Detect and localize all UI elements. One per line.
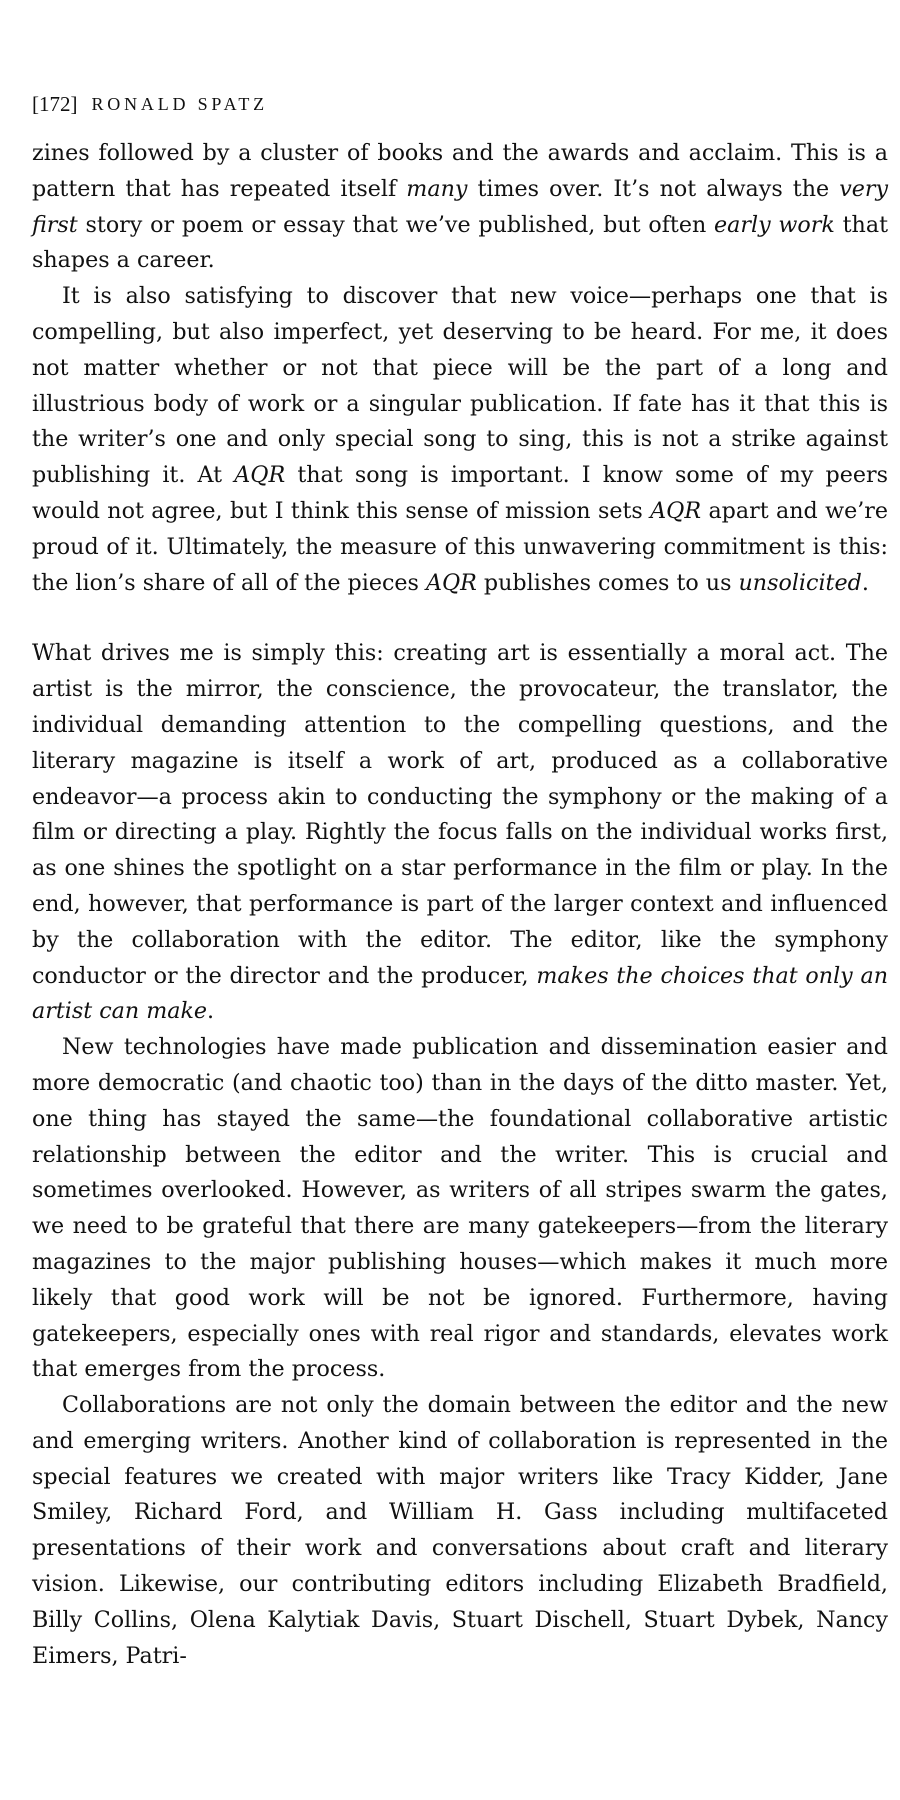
paragraph-3 (32, 636, 888, 1030)
text-run: publishes comes to us (476, 569, 739, 596)
running-head-author: RONALD SPATZ (91, 94, 268, 114)
text-run: story or poem or essay that we’ve published, but often (77, 211, 715, 238)
italic-run: many (406, 175, 468, 202)
paragraph-2 (32, 279, 888, 601)
italic-run: unsolicited (738, 569, 862, 596)
text-run: New technologies have made publication and dissemination easier and more democratic (and chaotic too) than in the days of the ditto master. Yet, one thing has stayed the same—the foundational collaborative artistic relationship between the editor and the writer. This is crucial and sometimes overlooked. However, as writers of all stripes swarm the gates, we need to be grateful that there are many gatekeepers—from the literary magazines to the major publishing houses—which makes it much more likely that good work will be not be ignored. Furthermore, having gatekeepers, especially ones with real rigor and standards, elevates work that emerges from the process. (32, 1034, 888, 1383)
paragraph-4 (32, 1030, 888, 1388)
running-header (32, 92, 888, 136)
page-number: [172] (32, 92, 78, 116)
text-run: It is also satisfying to discover that new voice—perhaps one that is compelling, but also imperfect, yet deserving to be heard. For me, it does not matter whether or not that piece will be the part of a long and illustrious body of work or a singular publication. If fate has it that this is the writer’s one and only special song to sing, this is not a strike against publishing it. At (32, 283, 888, 489)
text-run: zines followed by a cluster of books and the awards and acclaim. This is a pattern that has repeated itself (32, 140, 888, 202)
text-run: times over. It’s not always the (467, 175, 840, 202)
italic-run: makes the choices that only an artist can make (32, 962, 888, 1025)
italic-run: very first (32, 175, 888, 238)
paragraph-1 (32, 136, 888, 279)
text-run: that shapes a career. (32, 211, 888, 274)
italic-run: early work (714, 211, 835, 238)
paragraph-5 (32, 1388, 888, 1674)
text-run: . (861, 569, 869, 596)
section-break (32, 601, 888, 636)
text-run: apart and we’re proud of it. Ultimately, the measure of this unwavering commitment is this: the lion’s share of all of the pieces (32, 497, 888, 596)
text-run: . (207, 998, 215, 1025)
text-run: Collaborations are not only the domain between the editor and the new and emerging writers. Another kind of collaboration is represented in the special features we created with major writers like Tracy Kidder, Jane Smiley, Richard Ford, and William H. Gass including multifaceted presentations of their work and conversations about craft and literary vision. Likewise, our contributing editors including Elizabeth Bradfield, Billy Collins, Olena Kalytiak Davis, Stuart Dischell, Stuart Dybek, Nancy Eimers, Patri- (32, 1392, 888, 1669)
italic-run: AQR (234, 462, 286, 489)
text-run: that song is important. I know some of my peers would not agree, but I think this sense of mission sets (32, 462, 888, 524)
text-run: What drives me is simply this: creating art is essentially a moral act. The artist is the mirror, the conscience, the provocateur, the translator, the individual demanding attention to the compelling questions, and the literary magazine is itself a work of art, produced as a collaborative endeavor—a process akin to conducting the symphony or the making of a film or directing a play. Rightly the focus falls on the individual works first, as one shines the spotlight on a star performance in the film or play. In the end, however, that performance is part of the larger context and influenced by the collaboration with the editor. The editor, like the symphony conductor or the director and the producer, (32, 640, 888, 989)
italic-run: AQR (650, 497, 702, 524)
page-body (32, 92, 888, 1674)
italic-run: AQR (425, 569, 477, 596)
